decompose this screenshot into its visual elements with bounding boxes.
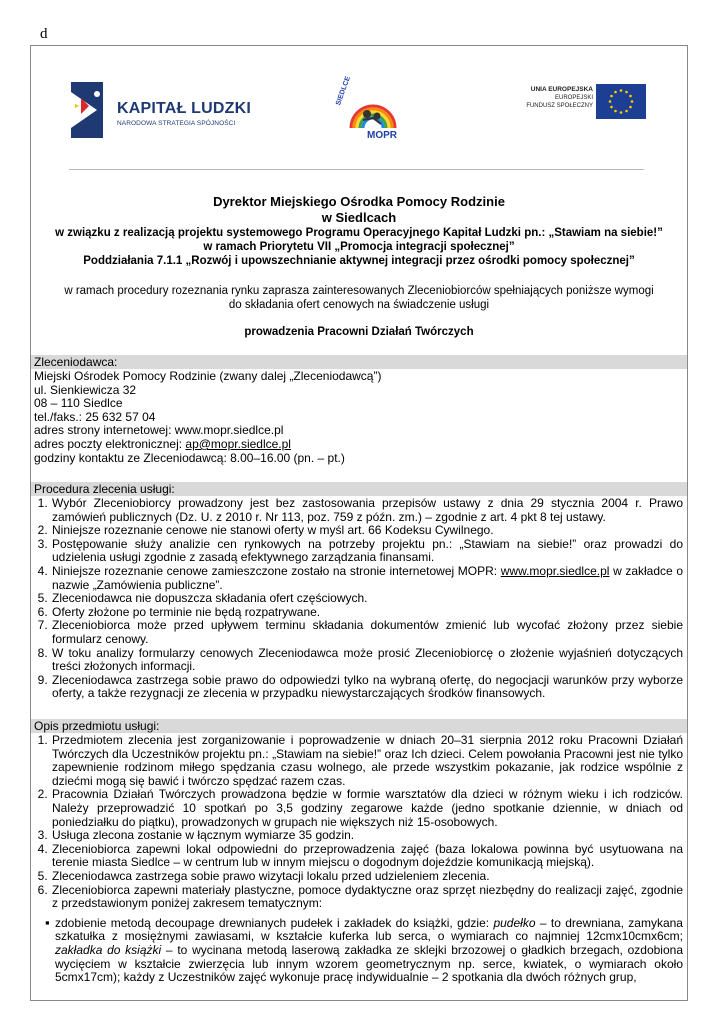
procedura-section	[31, 482, 687, 701]
contractor-city: 08 – 110 Siedlce	[34, 396, 123, 411]
opis-item: 3. Usługa zlecona zostanie w łącznym wymiarze 35 godzin.	[51, 829, 683, 843]
opis-item: 2. Pracownia Działań Twórczych prowadzona będzie w formie warsztatów dla dzieci w różnym wieku i ich rodziców. Należy przeprowadzić 10 spotkań po 3,5 godziny zegarowe każde (jedno spotkanie dziennie, w dniach od poniedziałku do piątku), prowadzonych w grupach nie większych niż 15-osobowych.	[51, 788, 683, 829]
bullet-part-2: – to drewniana, zamykana szkatułka z mosiężnymi zawiasami, w kształcie kuferka lub serca, o wymiarach co najmniej 12cmx10cmx6cm;	[55, 915, 683, 944]
procedura-item: 3. Postępowanie służy analizie cen rynkowych na potrzeby projektu pn.: „Stawiam na siebie!” oraz prowadzi do udzielenia usługi zgodnie z zasadą efektywnego zarządzania finansami.	[51, 538, 683, 565]
opis-list	[31, 734, 687, 911]
opis-item: 5. Zleceniodawca zastrzega sobie prawo wizytacji lokalu przed udzieleniem zlecenia.	[51, 870, 683, 884]
opis-header: Opis przedmiotu usługi:	[31, 719, 687, 733]
zleceniodawca-section	[31, 355, 687, 465]
contractor-name: Miejski Ośrodek Pomocy Rodzinie (zwany dalej „Zleceniodawcą”)	[34, 369, 382, 383]
contractor-street: ul. Sienkiewicza 32	[34, 382, 137, 397]
procedura-item: 5. Zleceniodawca nie dopuszcza składania ofert częściowych.	[51, 592, 683, 606]
mopr-logo-bottom-text: MOPR	[367, 130, 397, 141]
procedura-item: 1. Wybór Zleceniobiorcy prowadzony jest bez zastosowania przepisów ustawy z dnia 29 stycznia 2004 r. Prawo zamówień publicznych (Dz. U. z 2010 r. Nr 113, poz. 759 z późn. zm.) – zgodnie z art. 4 pkt 8 tej ustawy.	[51, 497, 683, 524]
procedura-header: Procedura zlecenia usługi:	[31, 482, 687, 496]
eu-flag-icon	[596, 84, 646, 119]
kapital-ludzki-subtitle: NARODOWA STRATEGIA SPÓJNOŚCI	[117, 120, 236, 127]
mopr-logo-side-text: SIEDLCE	[335, 75, 352, 107]
eu-logo-line2: EUROPEJSKI	[554, 95, 593, 101]
heading-priority: w ramach Priorytetu VII „Promocja integracji społecznej”	[203, 241, 515, 253]
contractor-phone: tel./faks.: 25 632 57 04	[34, 409, 156, 424]
contractor-email-link[interactable]: ap@mopr.siedlce.pl	[185, 436, 291, 451]
contractor-website: adres strony internetowej: www.mopr.siedlce.pl	[34, 423, 284, 438]
bullet-term-bookmark: zakładka do książki	[55, 942, 162, 957]
heading-city: w Siedlcach	[321, 210, 397, 225]
heading-subaction: Poddziałania 7.1.1 „Rozwój i upowszechnianie aktywnej integracji przez ośrodki pomocy społecznej”	[83, 255, 635, 267]
bullet-part-3: – to wycinana metodą laserową zakładka ze sklejki brzozowej o gładkich brzegach, ozdobiona wycięciem w kształcie zwierzęcia lub innym wzorem geometrycznym np. serce, kwiatek, o wymiarach około 5cmx17cm); każdy z Uczestników zajęć wykonuje pracę indywidualnie – 2 spotkania dla dwóch różnych grup,	[55, 942, 683, 985]
intro-text	[31, 284, 687, 312]
eu-logo	[511, 84, 646, 124]
mopr-website-link[interactable]: www.mopr.siedlce.pl	[500, 563, 610, 578]
eu-logo-line1: UNIA EUROPEJSKA	[530, 86, 593, 93]
page-frame	[30, 45, 688, 1001]
procedura-item: 8. W toku analizy formularzy cenowych Zleceniodawca może prosić Zleceniobiorcę o złożenie wyjaśnień dotyczących treści złożonych informacji.	[51, 647, 683, 674]
heading-director: Dyrektor Miejskiego Ośrodka Pomocy Rodzinie	[213, 194, 505, 209]
intro-line-2: do składania ofert cenowych na świadczenie usługi	[228, 299, 490, 311]
opis-item: 1. Przedmiotem zlecenia jest zorganizowanie i poprowadzenie w dniach 20–31 sierpnia 2012 roku Pracowni Działań Twórczych dla Uczestników projektu pn.: „Stawiam na siebie!” oraz Ich dzieci. Celem powołania Pracowni jest nie tylko zapewnienie rodzinom miłego spędzania czasu wolnego, ale przede wszystkim pokazanie, jak rodzice wspólnie z dziećmi mogą się bawić i twórczo spędzać razem czas.	[51, 734, 683, 788]
opis-item: 4. Zleceniobiorca zapewni lokal odpowiedni do przeprowadzenia zajęć (baza lokalowa powinna być usytuowana na terenie miasta Siedlce – w centrum lub w innym miejscu o dogodnym dojeździe komunikacją miejską).	[51, 843, 683, 870]
procedura-item-4-tail: w zakładce o nazwie „Zamówienia publiczne”.	[52, 563, 683, 592]
procedura-item: 2. Niniejsze rozeznanie cenowe nie stanowi oferty w myśl art. 66 Kodeksu Cywilnego.	[51, 524, 683, 538]
intro-line-1: w ramach procedury rozeznania rynku zaprasza zainteresowanych Zleceniobiorców spełniających poniższe wymogi	[64, 285, 654, 297]
service-subject: prowadzenia Pracowni Działań Twórczych	[244, 326, 474, 338]
header-divider	[69, 169, 644, 170]
document-heading	[31, 194, 687, 268]
procedura-list	[31, 497, 687, 701]
kapital-ludzki-logo	[67, 82, 267, 142]
eu-logo-text	[526, 86, 593, 110]
procedura-item: 9. Zleceniodawca zastrzega sobie prawo do odpowiedzi tylko na wybraną ofertę, do negocjacji warunków przy wyborze oferty, a także rezygnacji ze zlecenia w przypadku niewystarczających środków finansowych.	[51, 674, 683, 701]
contractor-hours: godziny kontaktu ze Zleceniodawcą: 8.00–16.00 (pn. – pt.)	[34, 450, 345, 465]
contractor-email-line	[31, 438, 687, 452]
eu-logo-line3: FUNDUSZ SPOŁECZNY	[526, 103, 593, 109]
opis-section	[31, 719, 687, 985]
procedura-item: 6. Oferty złożone po terminie nie będą rozpatrywane.	[51, 606, 683, 620]
mopr-logo	[329, 75, 409, 144]
contractor-email-label: adres poczty elektronicznej:	[34, 436, 186, 451]
procedura-item	[51, 565, 683, 592]
topic-bullet-item	[55, 917, 683, 985]
corner-mark: d	[40, 26, 48, 42]
heading-project: w związku z realizacją projektu systemowego Programu Operacyjnego Kapitał Ludzki pn.: „Stawiam na siebie!”	[55, 227, 663, 239]
bullet-part-1: zdobienie metodą decoupage drewnianych pudełek i zakładek do książki, gdzie:	[55, 915, 494, 930]
procedura-item-4-text: Niniejsze rozeznanie cenowe zamieszczone zostało na stronie internetowej MOPR:	[52, 563, 501, 578]
logo-row	[31, 74, 687, 164]
kapital-ludzki-emblem-icon	[67, 82, 111, 138]
opis-item: 6. Zleceniobiorca zapewni materiały plastyczne, pomoce dydaktyczne oraz sprzęt niezbędny do realizacji zajęć, zgodnie z przedstawionym poniżej zakresem tematycznym:	[51, 884, 683, 911]
bullet-term-box: pudełko	[493, 915, 536, 930]
zleceniodawca-header: Zleceniodawca:	[31, 355, 687, 369]
procedura-item: 7. Zleceniobiorca może przed upływem terminu składania dokumentów zmienić lub wycofać złożony przez siebie formularz cenowy.	[51, 619, 683, 646]
kapital-ludzki-title: KAPITAŁ LUDZKI	[117, 100, 252, 117]
topic-bullet-list	[31, 917, 687, 985]
